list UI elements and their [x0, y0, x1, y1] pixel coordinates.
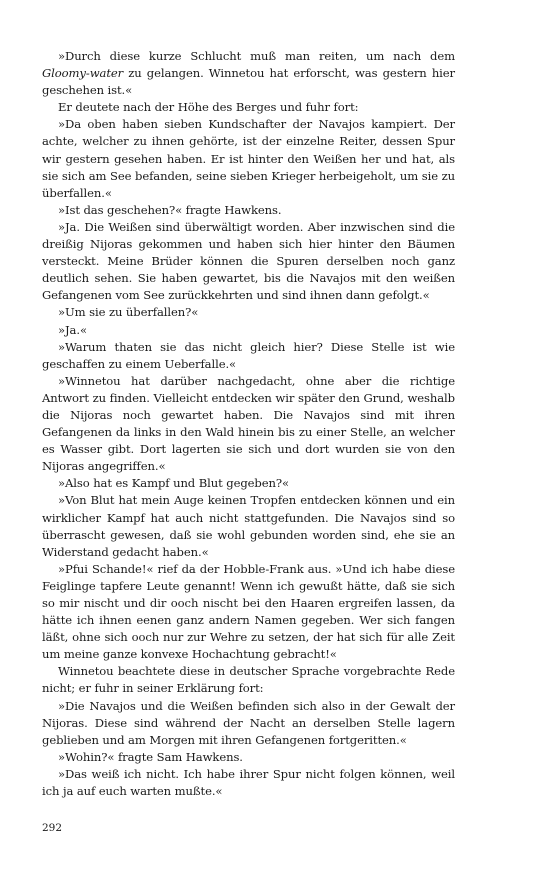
paragraph-8: »Warum thaten sie das nicht gleich hier? Diese Stelle ist wie geschaffen zu einem Ueberfalle.« [42, 339, 455, 371]
paragraph-11: »Von Blut hat mein Auge keinen Tropfen entdecken können und ein wirklicher Kampf hat auch nicht stattgefunden. Die Navajos sind so überrascht gewesen, daß sie wohl gebunden worden sind, ehe sie an Widerstand gedacht haben.« [42, 493, 455, 559]
paragraph-12: »Pfui Schande!« rief da der Hobble-Frank aus. »Und ich habe diese Feiglinge tapfere Leute genannt! Wenn ich gewußt hätte, daß sie sich so mir nischt und dir ooch nischt bei den Haaren ergreifen lassen, da hätte ich ihnen eenen ganz andern Namen gegeben. Wer sich fangen läßt, ohne sich ooch nur zur Wehre zu setzen, der hat sich für alle Zeit um meine ganze konvexe Hochachtung gebracht!« [42, 561, 455, 662]
paragraph-3: »Da oben haben sieben Kundschafter der Navajos kampiert. Der achte, welcher zu ihnen gehörte, ist der einzelne Reiter, dessen Spur wir gestern gesehen haben. Er ist hinter den Weißen her und hat, als sie sich am See befanden, seine sieben Krieger herbeigeholt, um sie zu überfallen.« [42, 117, 455, 200]
place-name-gloomy-water: Gloomy-water [42, 66, 124, 81]
paragraph-16: »Das weiß ich nicht. Ich habe ihrer Spur nicht folgen können, weil ich ja auf euch warten mußte.« [42, 766, 455, 799]
paragraph-9: »Winnetou hat darüber nachgedacht, ohne aber die richtige Antwort zu finden. Vielleicht entdecken wir später den Grund, weshalb die Nijoras noch gewartet haben. Die Navajos sind mit ihren Gefangenen da links in den Wald hinein bis zu einer Stelle, an welcher es Wasser gibt. Dort lagerten sie sich und dort wurden sie von den Nijoras angegriffen.« [42, 373, 455, 474]
paragraph-10: »Also hat es Kampf und Blut gegeben?« [58, 476, 289, 491]
paragraph-14: »Die Navajos und die Weißen befinden sich also in der Gewalt der Nijoras. Diese sind während der Nacht an derselben Stelle lagern geblieben und am Morgen mit ihren Gefangenen fortgeritten.« [42, 698, 455, 747]
paragraph-1-tail: zu gelangen. Winnetou hat erforscht, was gestern hier geschehen ist.« [42, 66, 455, 98]
paragraph-15: »Wohin?« fragte Sam Hawkens. [58, 749, 243, 764]
paragraph-6: »Um sie zu überfallen?« [58, 305, 199, 320]
paragraph-5: »Ja. Die Weißen sind überwältigt worden. Aber inzwischen sind die dreißig Nijoras gekommen und haben sich hier hinter den Bäumen versteckt. Meine Brüder können die Spuren derselben noch ganz deutlich sehen. Sie haben gewartet, bis die Navajos mit den weißen Gefangenen vom See zurückkehrten und sind ihnen dann gefolgt.« [42, 219, 455, 303]
book-page-text [42, 48, 455, 800]
paragraph-7: »Ja.« [58, 322, 87, 337]
paragraph-1-lead: »Durch diese kurze Schlucht muß man reiten, um nach dem [58, 49, 455, 63]
page-number: 292 [42, 822, 63, 834]
paragraph-4: »Ist das geschehen?« fragte Hawkens. [58, 202, 282, 217]
paragraph-1 [42, 48, 455, 99]
paragraph-2: Er deutete nach der Höhe des Berges und fuhr fort: [58, 100, 359, 115]
paragraph-13: Winnetou beachtete diese in deutscher Sprache vorgebrachte Rede nicht; er fuhr in seiner Erklärung fort: [42, 664, 455, 696]
